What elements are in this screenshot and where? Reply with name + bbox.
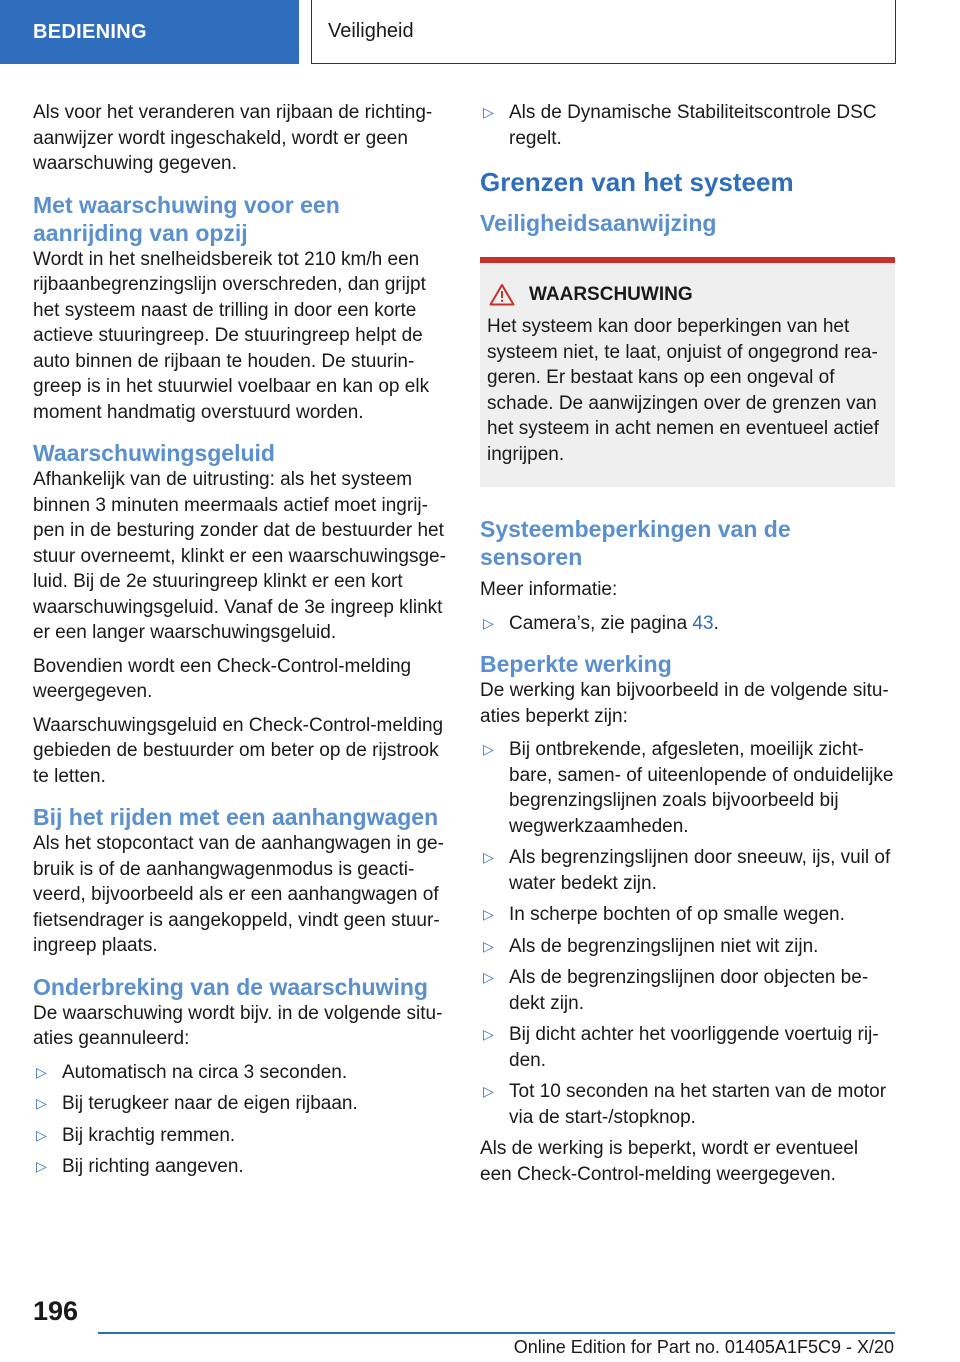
- right-column: [480, 100, 895, 1195]
- page-link-43[interactable]: 43: [692, 612, 714, 634]
- list-onderbreking: [33, 1060, 448, 1180]
- warning-box: [480, 257, 895, 487]
- warning-title: WAARSCHUWING: [529, 283, 693, 305]
- list-item: ▷ Automatisch na circa 3 seconden.: [33, 1060, 448, 1086]
- list-item: ▷ Als de begrenzingslijnen niet wit zijn.: [480, 934, 895, 960]
- list-item: ▷ Bij terugkeer naar de eigen rijbaan.: [33, 1091, 448, 1117]
- topic-tab: [311, 0, 896, 64]
- list-item: ▷ Bij krachtig remmen.: [33, 1123, 448, 1149]
- list-item: ▷ Als de Dynamische Stabiliteitscontrole DSC regelt.: [483, 102, 877, 149]
- footer-divider: [98, 1332, 895, 1334]
- list-item: ▷ Bij dicht achter het voorliggende voertuig rijden.: [483, 1024, 879, 1071]
- heading-onderbreking: Onderbreking van de waarschuwing: [33, 973, 428, 1000]
- list-top: [480, 100, 895, 151]
- triangle-bullet-icon: ▷: [36, 1126, 47, 1143]
- triangle-bullet-icon: ▷: [483, 104, 494, 120]
- heading-aanhangwagen: Bij het rijden met een aanhangwagen: [33, 804, 439, 830]
- list-item: ▷ Camera’s, zie pagina 43.: [480, 611, 895, 637]
- list-item: ▷ Tot 10 seconden na het starten van de motor via de start-/stopknop.: [483, 1081, 887, 1128]
- intro-paragraph: Als voor het veranderen van rijbaan de richtingaanwijzer wordt ingeschakeld, wordt er geen waarschuwing gegeven.: [33, 102, 433, 174]
- triangle-bullet-icon: ▷: [483, 1083, 494, 1099]
- paragraph-slot: Als de werking is beperkt, wordt er eventueel een Check-Control-melding weergegeven.: [480, 1138, 859, 1185]
- heading-waarschuwingsgeluid: Waarschuwingsgeluid: [33, 440, 275, 466]
- paragraph-geluid-3: Waarschuwingsgeluid en Check-Control-melding gebieden de bestuurder om beter op de rijstrook te letten.: [33, 714, 444, 787]
- triangle-bullet-icon: ▷: [483, 1026, 494, 1042]
- paragraph-onderbreking: De waarschuwing wordt bijv. in de volgende situaties geannuleerd:: [33, 1002, 443, 1049]
- list-item: ▷ Als begrenzingslijnen door sneeuw, ijs, vuil of water bedekt zijn.: [483, 847, 891, 894]
- triangle-bullet-icon: ▷: [483, 906, 494, 922]
- triangle-bullet-icon: ▷: [36, 1095, 47, 1111]
- heading-veiligheidsaanwijzing: Veiligheidsaanwijzing: [480, 210, 717, 236]
- heading-aanrijding-opzij: Met waarschuwing voor een aanrijding van opzij: [33, 191, 340, 246]
- warning-triangle-icon: [489, 283, 515, 306]
- footer-edition: Online Edition for Part no. 01405A1F5C9 - X/20: [513, 1337, 894, 1357]
- list-item: ▷ Als de begrenzingslijnen door objecten bedekt zijn.: [483, 967, 869, 1014]
- triangle-bullet-icon: ▷: [483, 937, 494, 954]
- triangle-bullet-icon: ▷: [36, 1063, 47, 1080]
- list-camera: [480, 611, 895, 637]
- heading-grenzen-systeem: Grenzen van het systeem: [480, 167, 794, 197]
- paragraph-geluid-1: Afhankelijk van de uitrusting: als het systeem binnen 3 minuten meermaals actief moet ingrijpen in de besturing zonder dat de bestuurder het stuur overneemt, klinkt er een waarschuwingsgeluid. Bij de 2e stuuringreep klinkt er een kort waarschuwingsgeluid. Vanaf de 3e ingreep klinkt er een langer waarschuwingsgeluid.: [33, 469, 446, 643]
- section-label: BEDIENING: [33, 20, 147, 43]
- page-number: 196: [33, 1296, 79, 1326]
- warning-header: [487, 283, 887, 306]
- triangle-bullet-icon: ▷: [36, 1158, 47, 1174]
- heading-systeembeperkingen: Systeembeperkingen van de sensoren: [480, 516, 791, 570]
- warning-text: Het systeem kan door beperkingen van het systeem niet, te laat, onjuist of ongegrond reageren. Er bestaat kans op een ongeval of schade. De aanwijzingen over de grenzen van het systeem in acht nemen en eventueel actief ingrijpen.: [487, 316, 879, 465]
- topic-label: Veiligheid: [328, 20, 414, 42]
- list-item: ▷ In scherpe bochten of op smalle wegen.: [480, 902, 895, 928]
- paragraph-meer-informatie: Meer informatie:: [480, 579, 618, 600]
- paragraph-opzij: Wordt in het snelheidsbereik tot 210 km/h een rijbaanbegrenzingslijn overschreden, dan grijpt het systeem naast de trilling in door een korte actieve stuuringreep. De stuuringreep helpt de auto binnen de rijbaan te houden. De stuuringreep is in het stuurwiel voelbaar en kan op elk moment handmatig overstuurd worden.: [33, 248, 430, 423]
- triangle-bullet-icon: ▷: [483, 969, 494, 985]
- left-column: [33, 100, 448, 1186]
- paragraph-geluid-2: Bovendien wordt een Check-Control-melding weergegeven.: [33, 655, 412, 702]
- paragraph-beperkt: De werking kan bijvoorbeeld in de volgende situaties beperkt zijn:: [480, 680, 889, 727]
- section-tab: [0, 0, 299, 64]
- triangle-bullet-icon: ▷: [483, 849, 494, 865]
- triangle-bullet-icon: ▷: [483, 614, 494, 631]
- list-item: ▷ Bij ontbrekende, afgesleten, moeilijk zichtbare, samen- of uiteenlopende of onduidelijke begrenzingslijnen zoals bijvoorbeeld bij wegwerkzaamheden.: [483, 739, 894, 837]
- list-item: ▷ Bij richting aangeven.: [33, 1154, 448, 1180]
- paragraph-aanhangwagen: Als het stopcontact van de aanhangwagen in gebruik is of de aanhangwagenmodus is geactiveerd, bijvoorbeeld als er een aanhangwagen of fietsendrager is aangekoppeld, vindt geen stuuringreep plaats.: [33, 833, 444, 956]
- heading-beperkte-werking: Beperkte werking: [480, 651, 672, 677]
- triangle-bullet-icon: ▷: [483, 741, 494, 757]
- list-beperkt: [480, 737, 895, 1130]
